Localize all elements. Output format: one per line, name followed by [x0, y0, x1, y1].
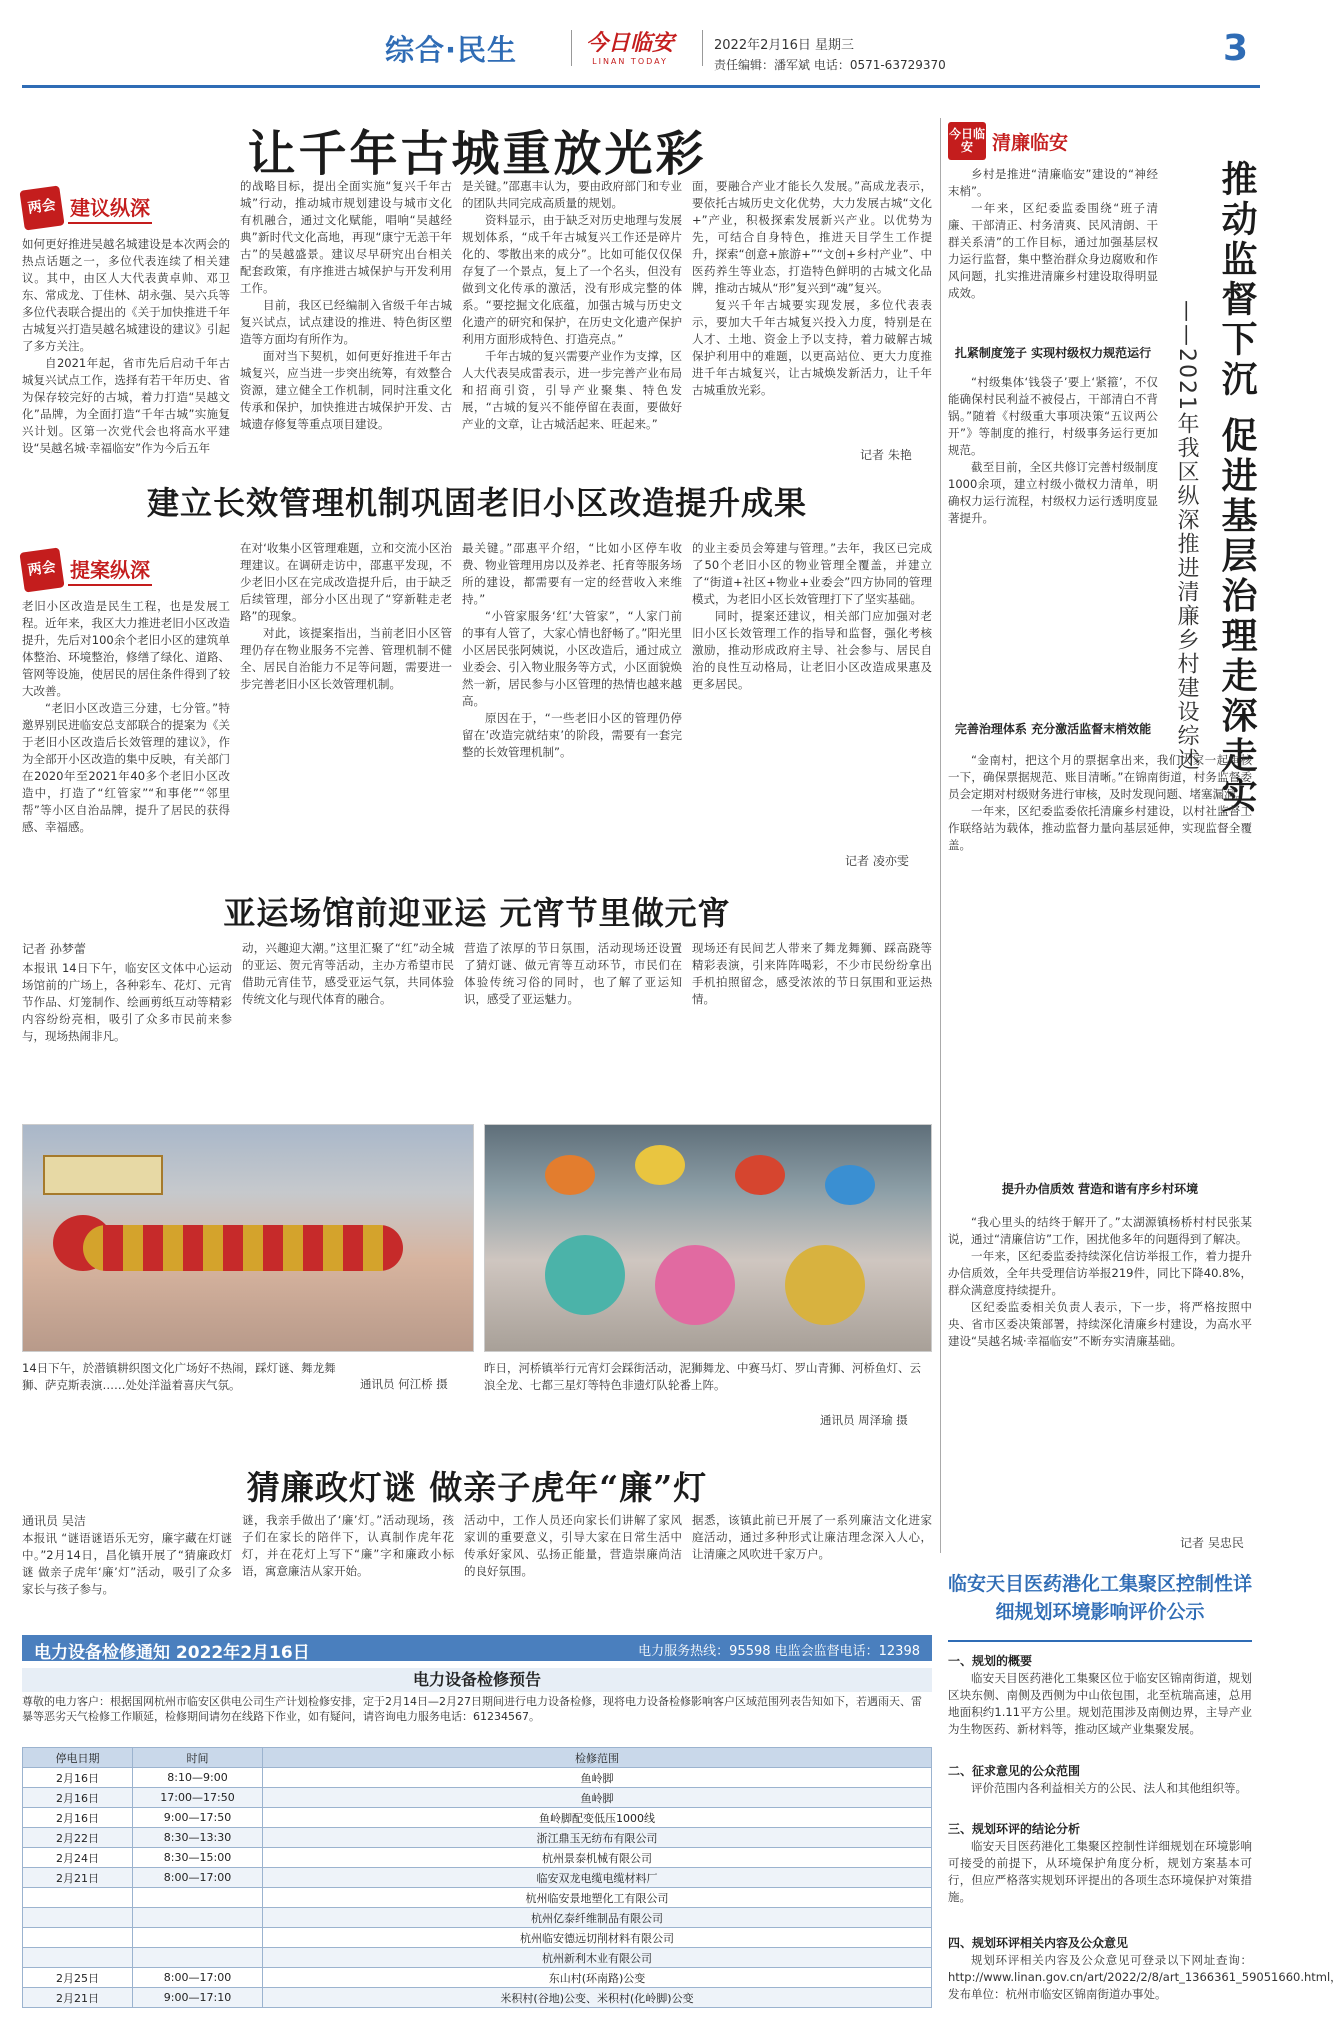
power-table-title: 电力设备检修预告	[22, 1668, 932, 1692]
table-cell-time: 8:10—9:00	[133, 1768, 263, 1788]
table-cell-date: 2月16日	[23, 1808, 133, 1828]
paragraph: 临安天目医药港化工集聚区位于临安区锦南街道，规划区块东侧、南侧及西侧为中山依包围，北至杭瑞高速，总用地面积约1.11平方公里。规划范围涉及南侧边界，主导产业为生物医药、新材料等，推动区域产业集聚发展。	[948, 1671, 1252, 1736]
table-cell-scope: 杭州新利木业有限公司	[263, 1948, 932, 1968]
table-cell-time: 9:00—17:10	[133, 1988, 263, 2008]
sidebar-section2	[948, 752, 1252, 1172]
table-cell-date: 2月24日	[23, 1848, 133, 1868]
parasol	[545, 1235, 625, 1315]
paragraph: 谜，我亲手做出了‘廉’灯。”活动现场，孩子们在家长的陪伴下，认真制作虎年花灯，并在花灯上写下“廉”字和廉政小标语，寓意廉洁从家开始。	[242, 1513, 454, 1578]
article1-col3	[462, 178, 682, 466]
table-row	[23, 1928, 932, 1948]
qinglian-badge	[948, 122, 1068, 160]
article4-col3	[464, 1512, 682, 1630]
table-cell-date	[23, 1928, 133, 1948]
article3-col3	[464, 940, 682, 1116]
table-cell-time: 8:00—17:00	[133, 1968, 263, 1988]
sidebar-section3	[948, 1214, 1252, 1534]
article3-headline: 亚运场馆前迎亚运 元宵节里做元宵	[223, 894, 731, 932]
article2-signature: 记者 凌亦雯	[845, 854, 909, 868]
table-cell-scope: 杭州景泰机械有限公司	[263, 1848, 932, 1868]
fish-lantern	[735, 1155, 785, 1195]
table-cell-scope: 杭州亿泰纤维制品有限公司	[263, 1908, 932, 1928]
dragon-dance-photo	[22, 1124, 474, 1352]
article2-col1	[22, 598, 230, 876]
article2-headline: 建立长效管理机制巩固老旧小区改造提升成果	[146, 484, 807, 522]
sidebar-section1	[948, 374, 1158, 714]
table-cell-time	[133, 1948, 263, 1968]
table-row	[23, 1808, 932, 1828]
power-notice-bar	[22, 1635, 932, 1661]
article2-col4	[692, 540, 932, 840]
table-row	[23, 1968, 932, 1988]
paragraph: 本报讯 14日下午，临安区文体中心运动场馆前的广场上，各种彩车、花灯、元宵节作品、灯笼制作、绘画剪纸互动等精彩内容纷纷亮相，吸引了众多市民前来参与，现场热闹非凡。	[22, 961, 232, 1043]
col-time-header: 时间	[133, 1748, 263, 1768]
masthead-rule	[22, 85, 1260, 88]
paragraph: 营造了浓厚的节日氛围，活动现场还设置了猜灯谜、做元宵等互动环节，市民们在体验传统习俗的同时，也了解了亚运知识，感受了亚运魅力。	[464, 941, 682, 1006]
sidebar-vertical-headline: 推动监督下沉 促进基层治理走深走实	[1216, 160, 1258, 817]
table-row	[23, 1868, 932, 1888]
fish-lantern	[635, 1145, 685, 1185]
table-cell-date	[23, 1888, 133, 1908]
masthead-divider-2	[702, 30, 703, 66]
section-name: 综合·民生	[385, 33, 518, 67]
photo2-credit: 通讯员 周泽瑜 摄	[820, 1413, 908, 1427]
paragraph: 规划环评相关内容及公众意见可登录以下网址查询：http://www.linan.gov.cn/art/2022/2/8/art_1366361_59051660.html，发布单位：杭州市临安区锦南街道办事处。	[948, 1953, 1342, 2001]
notice-para-2	[948, 1780, 1252, 1816]
paragraph: 临安天目医药港化工集聚区控制性详细规划在环境影响可接受的前提下，从环境保护角度分析，规划方案基本可行，但应严格落实规划环评提出的各项生态环境保护对策措施。	[948, 1839, 1252, 1904]
article3-col4	[692, 940, 932, 1116]
paragraph: “小管家服务‘红’大管家”，“人家门前的事有人管了，大家心情也舒畅了。”阳光里小区居民张阿姨说，小区改造后，通过成立业委会、引入物业服务等方式，小区面貌焕然一新，居民参与小区管理的热情也越来越高。	[462, 609, 682, 708]
table-cell-date: 2月16日	[23, 1768, 133, 1788]
article1-badge	[22, 188, 152, 228]
paragraph: 截至目前，全区共修订完善村级制度1000余项，建立村级小微权力清单，明确权力运行流程，村级权力运行透明度显著提升。	[948, 460, 1158, 525]
notice-heading-3: 三、规划环评的结论分析	[948, 1822, 1081, 1836]
issue-date: 2022年2月16日 星期三	[714, 38, 855, 53]
paragraph: 千年古城的复兴需要产业作为支撑，区人大代表吴成雷表示，进一步完善产业布局和招商引资，引导产业聚集、特色发展，“古城的复兴不能停留在表面，要做好产业的文章，让古城活起来、旺起来。”	[462, 349, 682, 431]
paragraph: 一年来，区纪委监委围绕“班子清廉、干部清正、村务清爽、民风清朗、干群关系清”的工作目标，通过加强基层权力运行监督，集中整治群众身边腐败和作风问题，扎实推进清廉乡村建设取得明显成效。	[948, 201, 1158, 300]
article3-col1	[22, 960, 232, 1116]
editor-info: 责任编辑：潘军斌 电话：0571-63729370	[714, 58, 946, 72]
table-row	[23, 1828, 932, 1848]
photo2-caption: 昨日，河桥镇举行元宵灯会踩街活动，泥狮舞龙、中赛马灯、罗山青狮、河桥鱼灯、云浪全龙、七都三星灯等特色非遗灯队轮番上阵。	[484, 1361, 921, 1392]
article2-badge	[22, 550, 152, 590]
badge-label: 清廉临安	[992, 131, 1069, 154]
paragraph: 老旧小区改造是民生工程，也是发展工程。近年来，我区大力推进老旧小区改造提升，先后对100余个老旧小区的建筑单体整治、环境整治，修缮了绿化、道路、管网等设施，使居民的居住条件得到了较大改善。	[22, 599, 230, 698]
paragraph: 区纪委监委相关负责人表示，下一步，将严格按照中央、省市区委决策部署，持续深化清廉乡村建设，为高水平建设“吴越名城·幸福临安”不断夯实清廉基础。	[948, 1300, 1252, 1348]
paragraph: “金南村，把这个月的票据拿出来，我们大家一起审核一下，确保票据规范、账目清晰。”在锦南街道，村务监督委员会定期对村级财务进行审核，及时发现问题、堵塞漏洞。	[948, 753, 1252, 801]
sidebar-signature: 记者 吴忠民	[1180, 1536, 1244, 1550]
table-cell-scope: 鱼岭脚	[263, 1788, 932, 1808]
paragraph: 面，要融合产业才能长久发展。”高成龙表示，要依托古城历史文化优势，大力发展古城“文化+”产业，积极探索发展新兴产业。以优势为先，可结合自身特色，推进天目学生工作提升，探索“创意+旅游+”“文创+乡村产业”、中医药养生等业态，打造特色鲜明的古城文化品牌，推动古城从“形”复兴到“魂”复兴。	[692, 179, 932, 295]
power-intro: 尊敬的电力客户：根据国网杭州市临安区供电公司生产计划检修安排，定于2月14日—2月27日期间进行电力设备检修，现将电力设备检修影响客户区域范围列表告知如下，若遇雨天、雷暴等恶劣天气检修工作顺延，检修期间请勿在线路下作业，如有疑问，请咨询电力服务电话：61234567。	[22, 1695, 922, 1723]
paragraph: 资料显示，由于缺乏对历史地理与发展规划体系，“成千年古城复兴工作还是碎片化的、零散出来的成分”。比如可能仅仅保存复了一个景点，复上了一个名头，但没有做到文化传承的激活，没有形成完整的体系。“要挖掘文化底蕴，加强古城与历史文化遗产的研究和保护，在历史文化遗产保护利用方面形成特色、打造亮点。”	[462, 213, 682, 346]
notice-divider	[948, 1640, 1252, 1642]
paragraph: 动，兴趣迎大潮。”这里汇聚了“红”动全城的亚运、贺元宵等活动，主办方希望市民借助元宵佳节，感受亚运气氛，共同体验传统文化与现代体育的融合。	[242, 941, 454, 1006]
sidebar-subhead-2: 完善治理体系 充分激活监督末梢效能	[954, 722, 1152, 736]
table-cell-scope: 鱼岭脚配变低压1000线	[263, 1808, 932, 1828]
sidebar-subhead-1: 扎紧制度笼子 实现村级权力规范运行	[954, 346, 1152, 360]
paragraph: 本报讯 “谜语谜语乐无穷，廉字藏在灯谜中。”2月14日，昌化镇开展了“猜廉政灯谜 做亲子虎年‘廉’灯”活动，吸引了众多家长与孩子参与。	[22, 1531, 232, 1596]
article4-byline: 通讯员 吴洁	[22, 1514, 86, 1528]
article3-col2	[242, 940, 454, 1116]
badge-label: 提案纵深	[68, 554, 152, 586]
paragraph: 在对‘收集小区管理难题，立和交流小区治理建议。在调研走访中，邵惠平发现，不少老旧小区在完成改造提升后，由于缺乏后续管理，部分小区出现了“穿新鞋走老路”的现象。	[240, 541, 452, 623]
fish-lantern	[545, 1155, 595, 1195]
sidebar-vertical-subtitle: ——2021年我区纵深推进清廉乡村建设综述	[1174, 300, 1199, 772]
sidebar-subhead-3: 提升办信质效 营造和谐有序乡村环境	[1001, 1182, 1199, 1196]
notice-para-1	[948, 1670, 1252, 1758]
paragraph: 对此，该提案指出，当前老旧小区管理仍存在物业服务不完善、管理机制不健全、居民自治能力不足等问题，需要进一步完善老旧小区长效管理机制。	[240, 626, 452, 691]
dragon-body	[83, 1225, 403, 1271]
paragraph: 一年来，区纪委监委依托清廉乡村建设，以村社监督工作联络站为载体，推动监督力量向基层延伸，实现监督全覆盖。	[948, 804, 1252, 852]
article4-col4	[692, 1512, 932, 1630]
paragraph: 是关键。”邵惠丰认为，要由政府部门和专业的团队共同完成高质量的规划。	[462, 179, 682, 210]
article1-headline: 让千年古城重放光彩	[247, 126, 707, 182]
table-cell-scope: 临安双龙电缆电缆材料厂	[263, 1868, 932, 1888]
col-date-header: 停电日期	[23, 1748, 133, 1768]
table-cell-scope: 浙江鼎玉无纺布有限公司	[263, 1828, 932, 1848]
paragraph: “老旧小区改造三分建，七分管。”特邀界别民进临安总支部联合的提案为《关于老旧小区改造后长效管理的建议》，作为全部开小区改造的集中反映，有关部门在2020年至2021年40多个老旧小区改造中，打造了“红管家”“和事佬”“邻里帮”等小区自治品牌，提升了居民的获得感、幸福感。	[22, 701, 230, 834]
table-cell-time: 8:00—17:00	[133, 1868, 263, 1888]
badge-label: 建议纵深	[68, 192, 152, 224]
sidebar-intro	[948, 166, 1158, 342]
paragraph: 自2021年起，省市先后启动千年古城复兴试点工作，选择有若干年历史、省为保存较完好的古城，着力打造“吴越文化”品牌，为全面打造“千年古城”实施复兴计划。区第一次党代会也将高水平建设“吴越名城·幸福临安”作为今后五年	[22, 356, 230, 455]
photo-sign	[43, 1155, 163, 1195]
table-cell-date: 2月21日	[23, 1868, 133, 1888]
badge-seal: 两会	[19, 547, 64, 592]
table-row	[23, 1888, 932, 1908]
paragraph: 的战略目标，提出全面实施“复兴千年古城”行动，推动城市规划建设与城市文化有机融合，通过文化赋能，唱响“吴越经典”新时代文化高地，再现“康宁无恙干年古”的吴越盛景。建议尽早研究出台相关配套政策，有序推进古城保护与开发利用工作。	[240, 179, 452, 295]
paragraph: 同时，提案还建议，相关部门应加强对老旧小区长效管理工作的指导和监督，强化考核激励，推动形成政府主导、社会参与、居民自治的良性互动格局，让老旧小区改造成果惠及更多居民。	[692, 609, 932, 691]
planning-notice-title: 临安天目医药港化工集聚区控制性详细规划环境影响评价公示	[948, 1573, 1253, 1623]
notice-heading-2: 二、征求意见的公众范围	[948, 1764, 1081, 1778]
logo-english: LINAN TODAY	[592, 57, 668, 66]
table-cell-date: 2月22日	[23, 1828, 133, 1848]
table-cell-time: 9:00—17:50	[133, 1808, 263, 1828]
paragraph: 最关键。”邵惠平介绍，“比如小区停车收费、物业管理用房以及养老、托育等服务场所的建设，都需要有一定的经营收入来维持。”	[462, 541, 682, 606]
table-row	[23, 1988, 932, 2008]
article3-byline: 记者 孙梦蕾	[22, 942, 86, 956]
table-cell-date	[23, 1908, 133, 1928]
article1-signature: 记者 朱艳	[860, 448, 912, 462]
notice-para-3	[948, 1838, 1252, 1930]
photo1-caption: 14日下午，於潜镇耕织图文化广场好不热闹，踩灯谜、舞龙舞狮、萨克斯表演……处处洋溢着喜庆气氛。	[22, 1361, 336, 1392]
article1-col2	[240, 178, 452, 466]
fish-lantern	[825, 1165, 875, 1205]
paragraph: “村级集体‘钱袋子’要上‘紧箍’，不仅能确保村民利益不被侵占，干部清白不背锅。”随着《村级重大事项决策“五议两公开”》等制度的推行，村级事务运行更加规范。	[948, 375, 1158, 457]
article2-col3	[462, 540, 682, 876]
paragraph: 乡村是推进“清廉临安”建设的“神经末梢”。	[948, 167, 1158, 198]
article2-col2	[240, 540, 452, 876]
photo1-credit: 通讯员 何江桥 摄	[360, 1377, 448, 1391]
parasol	[785, 1245, 865, 1325]
table-cell-time	[133, 1928, 263, 1948]
power-hotline: 电力服务热线：95598 电监会监督电话：12398	[638, 1644, 920, 1659]
article4-col1	[22, 1530, 232, 1630]
table-cell-scope: 杭州临安德远切削材料有限公司	[263, 1928, 932, 1948]
article4-headline: 猜廉政灯谜 做亲子虎年“廉”灯	[246, 1468, 708, 1507]
table-cell-time: 17:00—17:50	[133, 1788, 263, 1808]
paragraph: 活动中，工作人员还向家长们讲解了家风家训的重要意义，引导大家在日常生活中传承好家风、弘扬正能量，营造崇廉尚洁的良好氛围。	[464, 1513, 682, 1578]
paragraph: 面对当下契机，如何更好推进千年古城复兴，应当进一步突出统筹，有效整合资源，建立健全工作机制，同时注重文化传承和保护，加快推进古城保护开发、古城遗存修复等重点项目建设。	[240, 349, 452, 431]
paragraph: 目前，我区已经编制入省级千年古城复兴试点，试点建设的推进、特色街区塑造等方面均有所作为。	[240, 298, 452, 346]
paragraph: “我心里头的结终于解开了。”太湖源镇杨桥村村民张某说，通过“清廉信访”工作，困扰他多年的问题得到了解决。	[948, 1215, 1252, 1246]
article1-col1	[22, 236, 230, 466]
table-cell-scope: 东山村(环南路)公变	[263, 1968, 932, 1988]
page-number: 3	[1223, 28, 1249, 69]
table-cell-time	[133, 1888, 263, 1908]
parasol	[655, 1245, 735, 1325]
table-row	[23, 1908, 932, 1928]
table-cell-time: 8:30—15:00	[133, 1848, 263, 1868]
newspaper-logo	[586, 26, 674, 66]
table-cell-scope: 鱼岭脚	[263, 1768, 932, 1788]
table-row	[23, 1948, 932, 1968]
notice-heading-1: 一、规划的概要	[948, 1654, 1033, 1668]
table-cell-date: 2月21日	[23, 1988, 133, 2008]
table-cell-scope: 米积村(谷地)公变、米积村(化岭脚)公变	[263, 1988, 932, 2008]
badge-seal: 两会	[19, 185, 64, 230]
paragraph: 原因在于，“一些老旧小区的管理仍停留在‘改造完就结束’的阶段，需要有一套完整的长效管理机制”。	[462, 711, 682, 759]
table-row	[23, 1848, 932, 1868]
power-bar-title: 电力设备检修通知 2022年2月16日	[34, 1643, 310, 1663]
article1-col4	[692, 178, 932, 448]
table-cell-date: 2月25日	[23, 1968, 133, 1988]
table-cell-scope: 杭州临安景地塑化工有限公司	[263, 1888, 932, 1908]
paragraph: 如何更好推进吴越名城建设是本次两会的热点话题之一，多位代表连续了相关建议。其中，由区人大代表黄卓帅、邓卫东、常成龙、丁佳林、胡永强、吴六兵等多位代表联合提出的《关于加快推进千年古城复兴打造吴越名城建设的建议》引起了多方关注。	[22, 237, 230, 353]
paragraph: 一年来，区纪委监委持续深化信访举报工作，着力提升办信质效，全年共受理信访举报219件，同比下降40.8%，群众满意度持续提升。	[948, 1249, 1252, 1297]
masthead-divider	[571, 30, 572, 66]
paragraph: 复兴千年古城要实现发展，多位代表表示，要加大千年古城复兴投入力度，特别是在人才、土地、资金上予以支持，着力破解古城保护利用中的难题，以更高站位、更大力度推进千年古城复兴，让古城焕发新活力，让千年古城重放光彩。	[692, 298, 932, 397]
masthead	[0, 0, 1280, 90]
table-row	[23, 1788, 932, 1808]
lantern-parade-photo	[484, 1124, 932, 1352]
badge-seal: 今日临安	[948, 122, 986, 160]
table-row	[23, 1768, 932, 1788]
paragraph: 评价范围内各利益相关方的公民、法人和其他组织等。	[971, 1781, 1247, 1795]
table-cell-date: 2月16日	[23, 1788, 133, 1808]
table-cell-date	[23, 1948, 133, 1968]
power-table	[22, 1747, 932, 2008]
notice-heading-4: 四、规划环评相关内容及公众意见	[948, 1936, 1129, 1950]
paragraph: 据悉，该镇此前已开展了一系列廉洁文化进家庭活动，通过多种形式让廉洁理念深入人心，让清廉之风吹进千家万户。	[692, 1513, 932, 1561]
article4-col2	[242, 1512, 454, 1630]
col-scope-header: 检修范围	[263, 1748, 932, 1768]
logo-chinese: 今日临安	[586, 30, 675, 56]
paragraph: 现场还有民间艺人带来了舞龙舞狮、踩高跷等精彩表演，引来阵阵喝彩，不少市民纷纷拿出手机拍照留念，感受浓浓的节日氛围和亚运热情。	[692, 941, 932, 1006]
column-divider	[940, 118, 941, 1553]
table-cell-time	[133, 1908, 263, 1928]
paragraph: 的业主委员会筹建与管理。”去年，我区已完成了50个老旧小区的物业管理全覆盖，并建立了“街道+社区+物业+业委会”四方协同的管理模式，为老旧小区长效管理打下了坚实基础。	[692, 541, 932, 606]
notice-para-4	[948, 1952, 1342, 2022]
table-cell-time: 8:30—13:30	[133, 1828, 263, 1848]
